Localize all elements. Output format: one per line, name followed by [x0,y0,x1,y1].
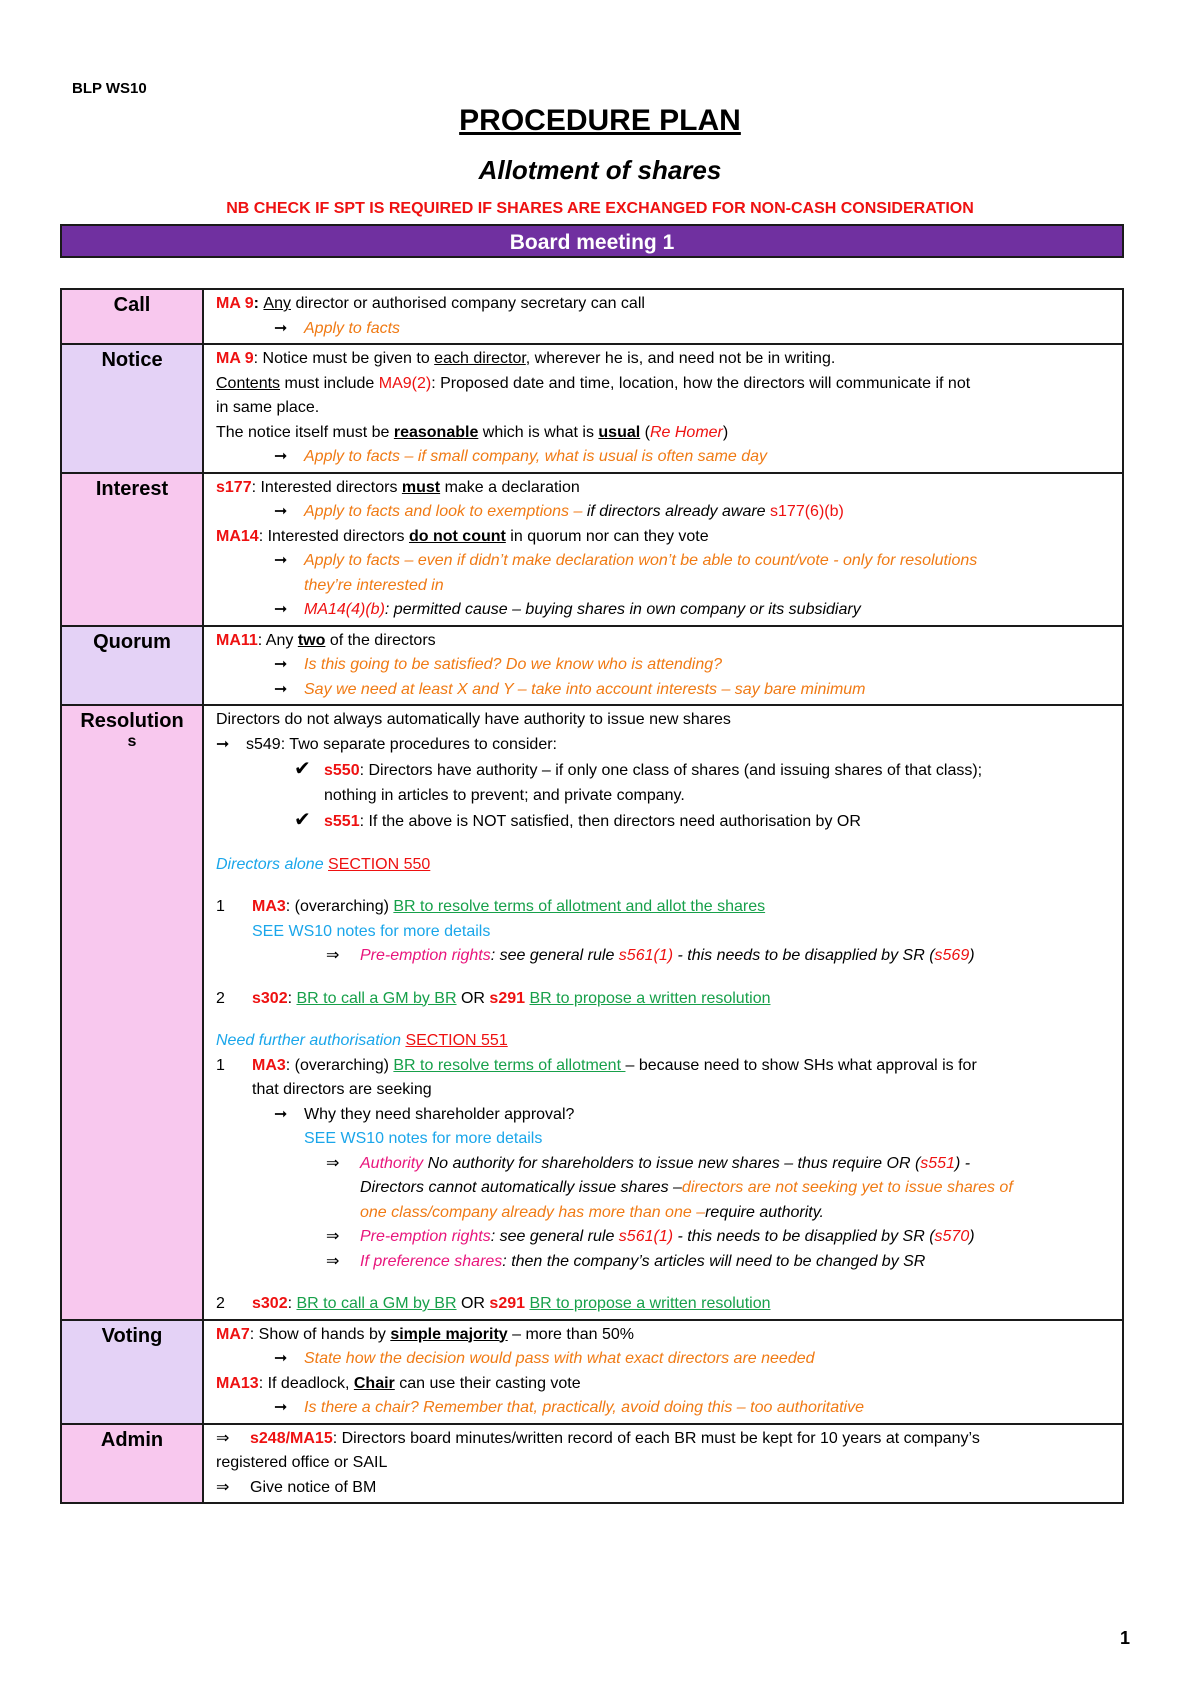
row-notice [61,344,1123,473]
row-label-resolutions: Resolution s [61,705,203,1320]
row-content-notice [203,344,1123,473]
text-line: ➞ Apply to facts and look to exemptions – if directors already aware s177(6)(b) [216,500,1116,525]
text-line: ⇒ s248/MA15: Directors board minutes/written record of each BR must be kept for 10 years at company’s [216,1427,1116,1452]
row-content-call [203,289,1123,344]
section-bar-board-meeting: Board meeting 1 [60,224,1124,258]
text-line: ➞ Apply to facts [216,317,1116,342]
text-line: Need further authorisation SECTION 551 [216,1032,508,1049]
right-arrow-icon: ➞ [274,1399,288,1416]
page-title: PROCEDURE PLAN [459,104,741,137]
right-arrow-icon: ➞ [274,552,288,569]
text-line: s177: Interested directors must make a declaration [216,478,580,496]
text-line: Directors do not always automatically have authority to issue new shares [216,711,731,728]
row-label-call: Call [61,289,203,344]
double-arrow-icon: ⇒ [216,1478,230,1496]
check-mark-icon: ✔ [294,809,311,831]
text-line: The notice itself must be reasonable which is what is usual (Re Homer) [216,423,729,441]
text-line: that directors are seeking [252,1081,432,1098]
row-content-admin [203,1424,1123,1504]
text-line: one class/company already has more than one –require authority. [360,1203,824,1221]
text-line: ➞ Is there a chair? Remember that, practically, avoid doing this – too authoritative [216,1396,1116,1421]
right-arrow-icon: ➞ [274,319,288,337]
nb-warning: NB CHECK IF SPT IS REQUIRED IF SHARES ARE EXCHANGED FOR NON-CASH CONSIDERATION [226,200,974,217]
row-label-admin: Admin [61,1424,203,1504]
row-quorum [61,626,1123,706]
text-line: ⇒ Authority No authority for shareholders to issue new shares – thus require OR (s551) - [216,1152,1116,1177]
row-label-voting: Voting [61,1320,203,1424]
double-arrow-icon: ⇒ [326,1252,340,1270]
text-line: 1 MA3: (overarching) BR to resolve terms of allotment and allot the shares [216,898,766,915]
row-label-interest: Interest [61,473,203,626]
double-arrow-icon: ⇒ [326,1154,340,1172]
text-line: nothing in articles to prevent; and private company. [324,786,685,804]
text-line: Directors alone SECTION 550 [216,855,431,873]
text-line: ➞ State how the decision would pass with what exact directors are needed [216,1347,1116,1372]
text-line: MA 9: Any director or authorised company secretary can call [216,295,645,312]
procedure-table [60,288,1124,1504]
row-call [61,289,1123,344]
document-code: BLP WS10 [72,80,147,97]
row-label-quorum: Quorum [61,626,203,706]
text-line: ➞ MA14(4)(b): permitted cause – buying shares in own company or its subsidiary [216,598,1116,623]
row-interest [61,473,1123,626]
double-arrow-icon: ⇒ [216,1429,230,1447]
text-line: ➞ Apply to facts – even if didn’t make declaration won’t be able to count/vote - only for resolutions [216,549,1116,574]
double-arrow-icon: ⇒ [326,1228,340,1245]
text-line: Contents must include MA9(2): Proposed date and time, location, how the directors will communicate if not [216,374,971,392]
text-line: ⇒ Pre-emption rights: see general rule s561(1) - this needs to be disapplied by SR (s569) [216,944,1116,969]
right-arrow-icon: ➞ [274,503,288,520]
text-line: MA13: If deadlock, Chair can use their casting vote [216,1374,581,1392]
row-voting [61,1320,1123,1424]
text-line: they’re interested in [304,576,444,594]
text-line: ✔ s550: Directors have authority – if only one class of shares (and issuing shares of that class); [294,758,983,780]
right-arrow-icon: ➞ [274,448,288,465]
text-line: ✔ s551: If the above is NOT satisfied, then directors need authorisation by OR [294,809,861,831]
text-line: SEE WS10 notes for more details [252,922,491,940]
right-arrow-icon: ➞ [274,680,288,698]
row-label-notice: Notice [61,344,203,473]
right-arrow-icon: ➞ [216,735,230,753]
row-resolutions [61,705,1123,1320]
text-line: Directors cannot automatically issue shares –directors are not seeking yet to issue shares of [360,1179,1013,1196]
text-line: 1 MA3: (overarching) BR to resolve terms of allotment – because need to show SHs what approval is for [216,1056,977,1074]
text-line: 2 s302: BR to call a GM by BR OR s291 BR to propose a written resolution [216,1295,771,1312]
text-line: MA14: Interested directors do not count in quorum nor can they vote [216,527,709,545]
text-line: MA 9: Notice must be given to each director, wherever he is, and need not be in writing. [216,350,836,367]
text-line: ➞ Say we need at least X and Y – take into account interests – say bare minimum [216,678,1116,703]
text-line: ➞ Apply to facts – if small company, what is usual is often same day [216,445,1116,470]
text-line: ⇒ Pre-emption rights: see general rule s561(1) - this needs to be disapplied by SR (s570) [216,1225,1116,1250]
text-line: ➞ s549: Two separate procedures to consider: [216,733,1116,758]
text-line: registered office or SAIL [216,1454,388,1471]
double-arrow-icon: ⇒ [326,947,340,964]
page-number: 1 [1119,1628,1130,1648]
text-line: ⇒ If preference shares: then the company’s articles will need to be changed by SR [216,1250,1116,1275]
right-arrow-icon: ➞ [274,656,288,673]
text-line: ⇒ Give notice of BM [216,1476,1116,1501]
text-line: ➞ Is this going to be satisfied? Do we know who is attending? [216,653,1116,678]
right-arrow-icon: ➞ [274,1350,288,1367]
text-line: MA11: Any two of the directors [216,631,436,649]
text-line: MA7: Show of hands by simple majority – more than 50% [216,1325,634,1343]
page-subtitle: Allotment of shares [478,155,722,185]
text-line: ➞ Why they need shareholder approval? [216,1103,1116,1128]
right-arrow-icon: ➞ [274,601,288,618]
row-admin [61,1424,1123,1504]
text-line: SEE WS10 notes for more details [304,1130,543,1147]
right-arrow-icon: ➞ [274,1105,288,1123]
row-content-voting [203,1320,1123,1424]
row-content-resolutions [203,705,1123,1320]
text-line: 2 s302: BR to call a GM by BR OR s291 BR to propose a written resolution [216,989,771,1007]
row-content-interest [203,473,1123,626]
row-content-quorum [203,626,1123,706]
text-line: in same place. [216,399,320,416]
check-mark-icon: ✔ [294,758,311,780]
